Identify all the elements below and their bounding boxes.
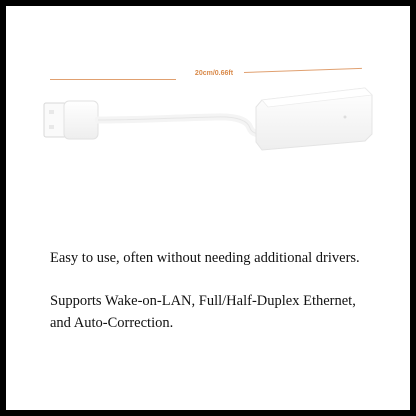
dimension-label: 20cm/0.66ft bbox=[194, 70, 234, 77]
feature-text-2b: and Auto-Correction. bbox=[50, 315, 174, 331]
feature-text-2a: Supports Wake-on-LAN, Full/Half-Duplex Ethernet, bbox=[50, 293, 356, 309]
adapter-body bbox=[256, 88, 372, 150]
feature-text-1: Easy to use, often without needing additional drivers. bbox=[50, 250, 360, 266]
usb-plug bbox=[44, 101, 98, 139]
feature-text-2 bbox=[50, 290, 390, 334]
